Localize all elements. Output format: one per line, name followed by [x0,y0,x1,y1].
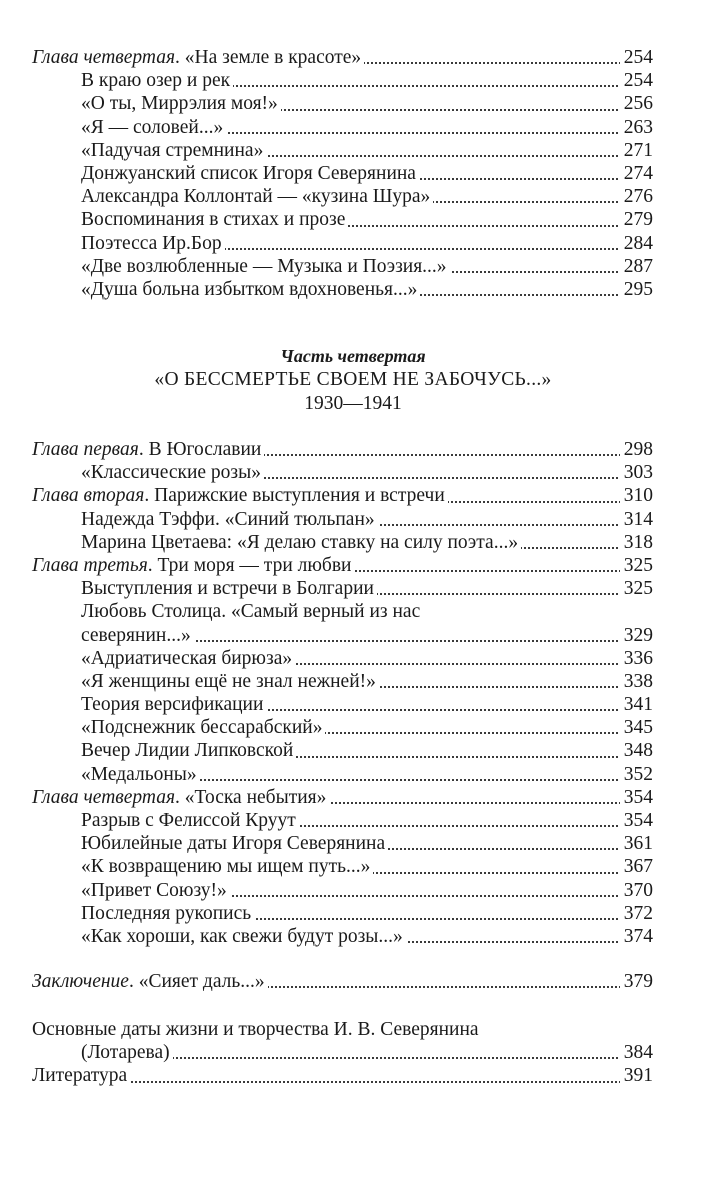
toc-entry [81,693,653,716]
entry-title: «Я женщины ещё не знал нежней!» [81,671,379,692]
chapter-prefix: Глава вторая [32,485,145,507]
toc-entry [81,92,653,115]
toc-entry [81,162,653,185]
entry-title: «Привет Союзу!» [81,880,230,901]
toc-entry [81,232,653,255]
toc-entry [32,1064,653,1087]
entry-title: «Адриатическая бирюза» [81,648,295,669]
page-number: 338 [620,670,653,693]
entry-title: «Две возлюбленные — Музыка и Поэзия...» [81,256,450,277]
page-number: 254 [620,46,653,69]
page-number: 271 [620,139,653,162]
entry-title: . Три моря — три любви [147,554,352,576]
toc-entry [81,185,653,208]
entry-title: Марина Цветаева: «Я делаю ставку на силу поэта...» [81,532,521,553]
toc-entry [81,739,653,762]
toc-entry [81,577,653,600]
page-number: 303 [620,461,653,484]
entry-title: северянин...» [81,625,194,646]
page-number: 372 [620,902,653,925]
page-number: 341 [620,693,653,716]
toc-chapter-entry [32,46,653,69]
chapter-prefix: Глава четвертая [32,786,176,808]
toc-entry [81,255,653,278]
entry-title: «Медальоны» [81,764,200,785]
entry-title: «О ты, Миррэлия моя!» [81,93,281,114]
page-number: 318 [620,531,653,554]
toc-entry [81,69,653,92]
toc-entry-continuation [81,624,653,647]
page-number: 295 [620,278,653,301]
page-number: 348 [620,739,653,762]
page-number: 354 [620,786,653,809]
toc-entry [81,139,653,162]
toc-chapter-entry [32,438,653,461]
page-number: 284 [620,232,653,255]
entry-title: Выступления и встречи в Болгарии [81,578,377,599]
chapter-prefix: Глава четвертая [32,47,176,68]
toc-entry [81,809,653,832]
page-number: 310 [620,484,653,507]
page-number: 276 [620,185,653,208]
page-number: 254 [620,69,653,92]
entry-title: «Душа больна избытком вдохновенья...» [81,279,420,300]
page-number: 298 [620,438,653,461]
toc-chapter-entry [32,970,653,993]
entry-title: «Классические розы» [81,462,264,483]
entry-title: «Подснежник бессарабский» [81,717,325,738]
toc-section-1 [0,46,706,301]
chapter-prefix: Глава третья [32,554,148,576]
page-number: 325 [620,554,653,577]
toc-entry [81,508,653,531]
toc-entry [81,902,653,925]
chapter-prefix: Глава первая [32,439,139,460]
entry-title: Александра Коллонтай — «кузина Шура» [81,186,433,207]
toc-entry [81,531,653,554]
entry-title: Поэтесса Ир.Бор [81,233,225,254]
toc-entry-continuation [81,1041,653,1064]
page-number: 379 [620,970,653,993]
page-number: 329 [620,624,653,647]
page-number: 325 [620,577,653,600]
page-number: 370 [620,879,653,902]
entry-title: Вечер Лидии Липковской [81,740,296,761]
toc-entry [81,716,653,739]
toc-chapter-entry [32,786,653,809]
part-years: 1930—1941 [304,393,402,414]
page-number: 279 [620,208,653,231]
entry-title: Основные даты жизни и творчества И. В. Северянина [32,1019,482,1040]
toc-chapter-entry [32,484,653,507]
toc-chapter-entry [32,554,653,577]
conclusion-prefix: Заключение [32,971,129,992]
toc-entry [81,116,653,139]
page-number: 367 [620,855,653,878]
toc-entry-first-line [81,600,653,623]
toc-entry [81,925,653,948]
toc-entry [81,832,653,855]
entry-title: Юбилейные даты Игоря Северянина [81,833,388,854]
entry-title: . «Тоска небытия» [175,786,327,808]
entry-title: В краю озер и рек [81,70,233,91]
entry-title: «Как хороши, как свежи будут розы...» [81,926,406,947]
page-number: 384 [620,1041,653,1064]
page-number: 345 [620,716,653,739]
page-number: 391 [620,1064,653,1087]
entry-title: Литература [32,1065,130,1086]
page-number: 336 [620,647,653,670]
entry-title: «Я — соловей...» [81,117,226,138]
entry-title: Разрыв с Фелиссой Круут [81,810,299,831]
entry-title: . Парижские выступления и встречи [144,485,445,507]
page-number: 256 [620,92,653,115]
page-number: 361 [620,832,653,855]
part-heading [0,345,706,416]
entry-title: «К возвращению мы ищем путь...» [81,856,373,877]
entry-title: (Лотарева) [81,1042,173,1063]
part-title: «О БЕССМЕРТЬЕ СВОЕМ НЕ ЗАБОЧУСЬ...» [154,369,552,390]
toc-entry [81,647,653,670]
toc-backmatter [0,1018,706,1088]
toc-entry [81,278,653,301]
toc-entry [81,670,653,693]
toc-entry [81,763,653,786]
toc-entry [81,208,653,231]
entry-title: Теория версификации [81,694,266,715]
toc-entry [81,461,653,484]
entry-title: Воспоминания в стихах и прозе [81,209,348,230]
entry-title: «Падучая стремнина» [81,140,266,161]
entry-title: . «На земле в красоте» [175,47,362,68]
page-number: 314 [620,508,653,531]
entry-title: Последняя рукопись [81,903,254,924]
toc-entry [81,855,653,878]
page-number: 352 [620,763,653,786]
page-number: 374 [620,925,653,948]
page-number: 274 [620,162,653,185]
part-label: Часть четвертая [280,346,426,366]
entry-title: Донжуанский список Игоря Северянина [81,163,419,184]
toc-entry [81,879,653,902]
entry-title: . В Югославии [138,439,262,460]
entry-title: Любовь Столица. «Самый верный из нас [81,601,423,622]
toc-section-2 [0,438,706,948]
toc-entry-first-line [32,1018,653,1041]
page-number: 287 [620,255,653,278]
page-number: 354 [620,809,653,832]
page-number: 263 [620,116,653,139]
entry-title: Надежда Тэффи. «Синий тюльпан» [81,509,378,530]
entry-title: . «Сияет даль...» [128,971,265,992]
toc-conclusion [0,970,706,993]
